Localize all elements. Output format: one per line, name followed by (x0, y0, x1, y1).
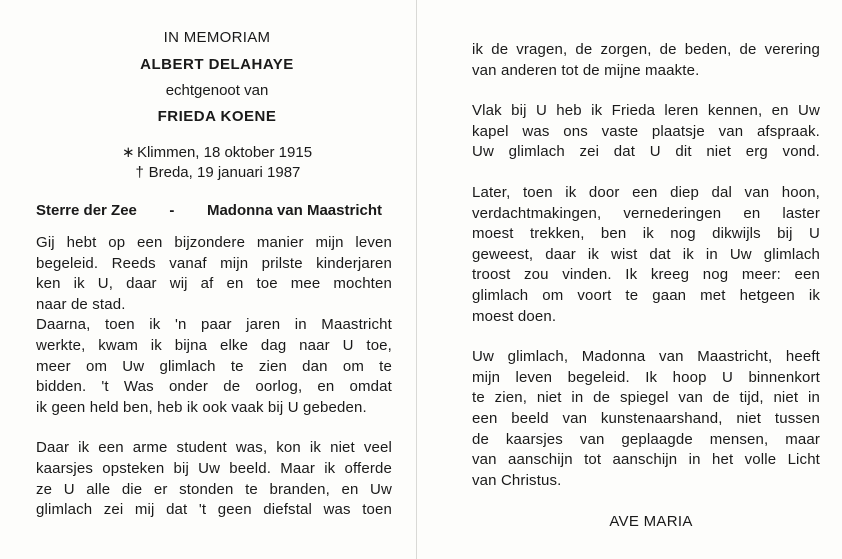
left-paragraph-3 (36, 438, 392, 520)
text-line: kaarsjes opsteken bij Uw beeld. Maar ik offerde (36, 459, 392, 477)
text-line: glimlach zei mij dat 't geen diefstal was toen (36, 501, 392, 519)
right-paragraph-2 (472, 101, 820, 163)
right-paragraph-4 (472, 347, 820, 491)
text-line: naar de stad. (36, 295, 126, 313)
text-line: meer om Uw glimlach te zien dan om te (36, 357, 392, 375)
memorial-title: IN MEMORIAM (163, 29, 271, 46)
text-line: Later, toen ik door een diep dal van hoon, (472, 183, 820, 201)
text-line: ze U alle die er stonden te branden, en Uw (36, 480, 392, 498)
heading-right: Madonna van Maastricht (206, 202, 382, 219)
text-line: ik geen held ben, heb ik ook vaak bij U gebeden. (36, 398, 367, 416)
text-line: kapel was ons vaste plaatsje van afspraak. (472, 122, 820, 140)
right-paragraph-3 (472, 183, 820, 327)
death-date: Breda, 19 januari 1987 (148, 164, 301, 181)
right-paragraph-1 (472, 40, 820, 81)
left-paragraph-2 (36, 315, 392, 418)
closing-text: AVE MARIA (609, 513, 693, 531)
prayer-heading (36, 202, 392, 219)
fold-line (416, 0, 417, 559)
right-panel (472, 40, 820, 530)
death-line (42, 163, 392, 183)
left-paragraph-1 (36, 233, 392, 315)
birth-date: Klimmen, 18 oktober 1915 (136, 144, 313, 161)
text-line: Uw glimlach, Madonna van Maastricht, heeft (472, 348, 820, 366)
text-line: glimlach om voort te gaan met hetgeen ik (472, 286, 820, 304)
text-line: Daarna, toen ik 'n paar jaren in Maastricht (36, 316, 392, 334)
text-line: van Christus. (472, 471, 562, 489)
text-line: de kaarsjes van geplaagde mensen, maar (472, 430, 820, 448)
text-line: Uw glimlach zei dat U dit niet erg vond. (472, 143, 820, 161)
text-line: een beeld van kunstenaarshand, niet tussen (472, 409, 820, 427)
life-dates (42, 143, 392, 183)
text-line: te zien, niet in de spiegel van de tijd, niet in (472, 389, 820, 407)
heading-left: Sterre der Zee (36, 202, 137, 219)
text-line: geweest, daar ik wist dat ik in Uw glimlach (472, 245, 820, 263)
text-line: begeleid. Reeds vanaf mijn prilste kinderjaren (36, 254, 392, 272)
text-line: verdachtmakingen, vernederingen en laster (472, 204, 820, 222)
text-line: moest trekken, ben ik nog dikwijls bij U (472, 225, 820, 243)
death-cross-icon: † (135, 164, 144, 181)
text-line: Vlak bij U heb ik Frieda leren kennen, en Uw (472, 102, 820, 120)
text-line: ken ik U, daar wij af en toe mee mochten (36, 275, 392, 293)
text-line: moest doen. (472, 307, 557, 325)
text-line: Gij hebt op een bijzondere manier mijn leven (36, 234, 392, 251)
text-line: werkte, kwam ik bijna elke dag naar U toe, (36, 336, 392, 354)
text-line: Daar ik een arme student was, kon ik niet veel (36, 439, 392, 457)
text-line: van anderen tot de mijne maakte. (472, 61, 700, 79)
left-panel (36, 28, 392, 521)
heading-dash: - (169, 202, 175, 219)
spouse-name: FRIEDA KOENE (157, 108, 277, 125)
deceased-name: ALBERT DELAHAYE (140, 56, 294, 73)
text-line: bidden. 't Was onder de oorlog, en omdat (36, 378, 392, 396)
text-line: ik de vragen, de zorgen, de beden, de verering (472, 41, 820, 58)
relation-text: echtgenoot van (165, 82, 269, 99)
text-line: troost zou vinden. Ik kreeg nog meer: een (472, 266, 820, 284)
birth-star-icon: ∗ (121, 144, 135, 161)
birth-line (42, 143, 392, 163)
memorial-header (36, 28, 392, 183)
text-line: van aanschijn tot aanschijn in het volle Licht (472, 451, 820, 469)
text-line: mijn leven begeleid. Ik hoop U binnenkort (472, 368, 820, 386)
